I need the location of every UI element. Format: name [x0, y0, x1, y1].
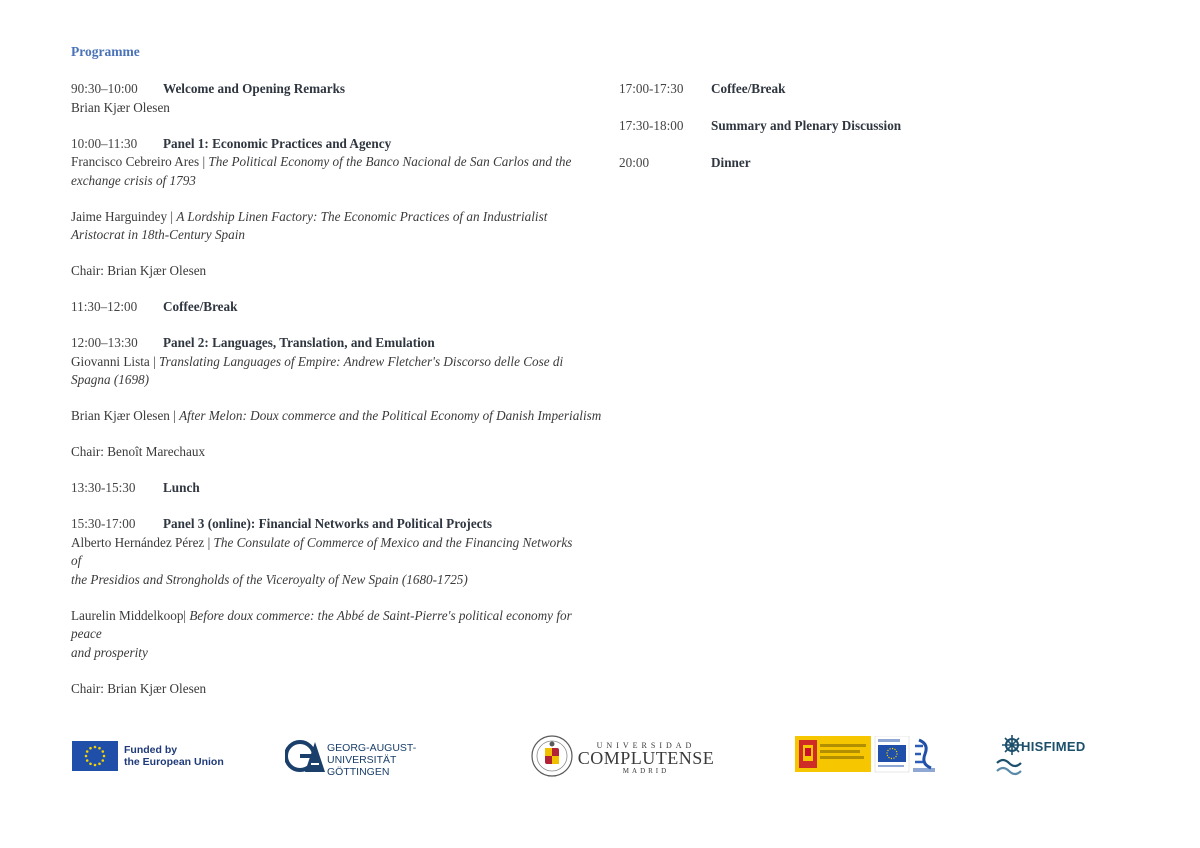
- paper-title-cont: and prosperity: [71, 644, 148, 660]
- goettingen-emblem-icon: [285, 738, 325, 774]
- session-chair: Chair: Benoît Marechaux: [71, 444, 206, 459]
- speaker-name: Brian Kjær Olesen: [71, 99, 170, 115]
- schedule-slot-coffee-2: [619, 80, 1039, 99]
- paper-entry: [71, 208, 576, 227]
- paper-author: Alberto Hernández Pérez |: [71, 534, 214, 550]
- programme-left-column: [71, 80, 602, 698]
- slot-time: 90:30–10:00: [71, 81, 138, 96]
- hisfimed-name: HISFIMED: [1021, 739, 1086, 754]
- slot-time: 17:30-18:00: [619, 118, 684, 133]
- slot-time: 10:00–11:30: [71, 135, 138, 151]
- eu-flag-icon: [72, 741, 118, 771]
- paper-title: A Lordship Linen Factory: The Economic Practices of an Industrialist: [176, 208, 548, 224]
- paper-title-cont: Spagna (1698): [71, 372, 150, 387]
- slot-title: Coffee/Break: [163, 299, 238, 314]
- complutense-line-2: COMPLUTENSE: [577, 748, 715, 768]
- schedule-slot-panel-3: [71, 515, 576, 534]
- paper-entry: [71, 153, 576, 172]
- slot-title: Welcome and Opening Remarks: [163, 81, 346, 96]
- paper-entry: [71, 607, 576, 644]
- eu-line-1: Funded by: [124, 744, 178, 756]
- paper-author: Giovanni Lista |: [71, 353, 159, 369]
- session-chair: Chair: Brian Kjær Olesen: [71, 680, 207, 696]
- complutense-line-3: MADRID: [622, 767, 670, 775]
- session-chair: Chair: Brian Kjær Olesen: [71, 263, 207, 278]
- schedule-slot-panel-1: [71, 135, 576, 154]
- paper-author: Laurelin Middelkoop|: [71, 607, 190, 623]
- slot-time: 13:30-15:30: [71, 480, 136, 495]
- schedule-slot-dinner: [619, 154, 1039, 173]
- complutense-line-1: UNIVERSIDAD: [596, 741, 696, 750]
- slot-time: 12:00–13:30: [71, 335, 138, 350]
- slot-time: 11:30–12:00: [71, 299, 138, 314]
- complutense-logo: [530, 735, 720, 777]
- complutense-seal-icon: [530, 735, 574, 777]
- paper-author: Brian Kjær Olesen |: [71, 408, 180, 423]
- slot-time: 17:00-17:30: [619, 81, 684, 96]
- goettingen-line-1: GEORG-AUGUST-UNIVERSITÄT: [327, 742, 417, 766]
- schedule-slot-panel-2: [71, 334, 576, 353]
- slot-title: Coffee/Break: [711, 81, 786, 96]
- paper-author: Francisco Cebreiro Ares |: [71, 154, 209, 169]
- paper-title: Translating Languages of Empire: Andrew Fletcher's Discorso delle Cose di: [158, 353, 564, 369]
- goettingen-line-2: GÖTTINGEN: [327, 766, 390, 778]
- paper-entry: [71, 353, 576, 372]
- slot-title: Lunch: [163, 480, 200, 495]
- eu-line-2: the European Union: [124, 756, 224, 768]
- slot-title: Dinner: [711, 155, 751, 170]
- programme-right-column: [619, 80, 1039, 173]
- paper-title-cont: Aristocrat in 18th-Century Spain: [71, 227, 245, 242]
- slot-time: 15:30-17:00: [71, 516, 136, 531]
- hisfimed-logo: [995, 733, 1113, 777]
- spanish-ministry-logo: [795, 736, 937, 774]
- paper-entry: [71, 534, 576, 571]
- paper-title: The Consulate of Commerce of Mexico and the Financing Networks of: [71, 534, 573, 568]
- paper-title-cont: the Presidios and Strongholds of the Viceroyalty of New Spain (1680-1725): [71, 571, 468, 587]
- slot-title: Panel 2: Languages, Translation, and Emulation: [163, 335, 435, 350]
- schedule-slot-coffee: [71, 298, 576, 317]
- slot-title: Panel 3 (online): Financial Networks and Political Projects: [163, 516, 493, 531]
- goettingen-logo: [285, 737, 475, 778]
- paper-author: Jaime Harguindey |: [71, 208, 177, 224]
- eu-funding-logo: [72, 740, 235, 772]
- slot-time: 20:00: [619, 155, 650, 170]
- sponsor-logos: [0, 725, 1200, 785]
- slot-title: Summary and Plenary Discussion: [711, 118, 902, 133]
- paper-title: The Political Economy of the Banco Nacional de San Carlos and the: [208, 154, 572, 169]
- schedule-slot-summary: [619, 117, 1039, 136]
- paper-title: Before doux commerce: the Abbé de Saint-Pierre's political economy for peace: [71, 607, 572, 641]
- schedule-slot-welcome: [71, 80, 576, 99]
- paper-entry: [71, 407, 602, 426]
- schedule-slot-lunch: [71, 479, 576, 498]
- paper-title-cont: exchange crisis of 1793: [71, 172, 196, 188]
- paper-title: After Melon: Doux commerce and the Political Economy of Danish Imperialism: [179, 408, 602, 423]
- slot-title: Panel 1: Economic Practices and Agency: [163, 135, 392, 151]
- programme-heading: Programme: [71, 44, 140, 59]
